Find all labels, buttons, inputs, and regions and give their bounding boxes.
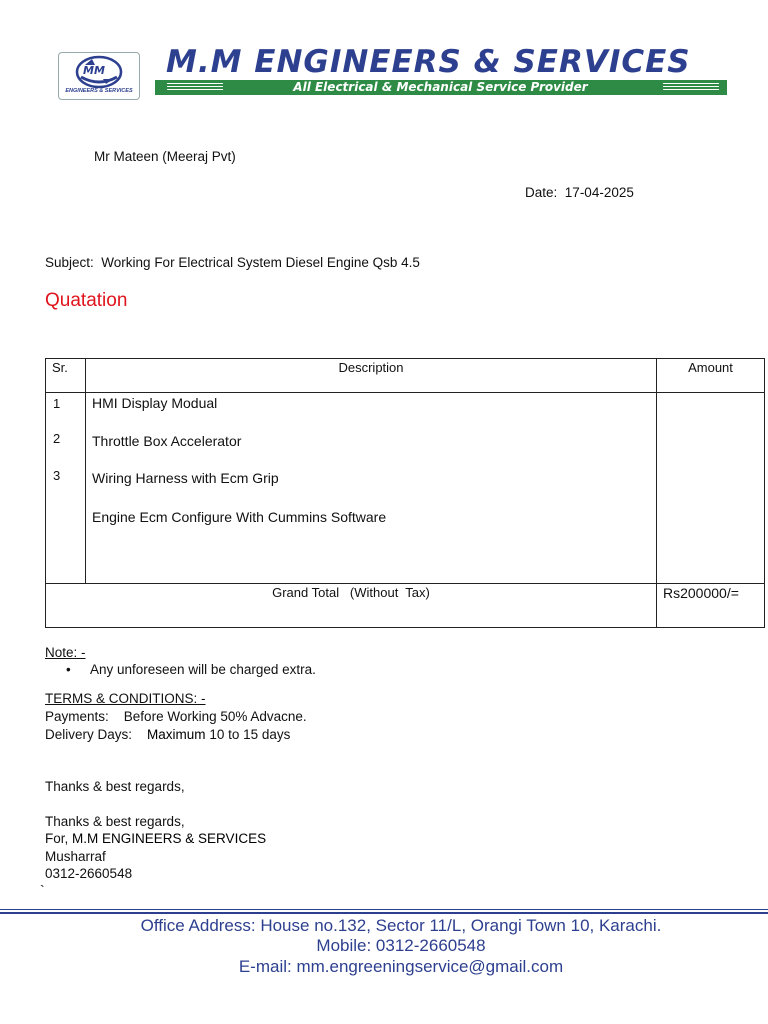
- note-item: Any unforeseen will be charged extra.: [90, 662, 316, 677]
- grand-total-value: Rs200000/=: [663, 585, 739, 601]
- company-logo: [58, 52, 140, 100]
- table-header-rule: [46, 392, 764, 393]
- recipient-name: Mr Mateen (Meeraj Pvt): [94, 149, 236, 164]
- subject-label: Subject:: [45, 255, 94, 270]
- footer-email: E-mail: mm.engreeningservice@gmail.com: [238, 957, 564, 976]
- tagline-text: All Electrical & Mechanical Service Provider: [293, 80, 588, 94]
- logo-monogram: MM: [83, 64, 105, 77]
- payments-line: [45, 709, 307, 724]
- line-item-description: Engine Ecm Configure With Cummins Software: [92, 509, 387, 525]
- delivery-emphasis: Maximum: [147, 727, 206, 742]
- subject-value: Working For Electrical System Diesel Engine Qsb 4.5: [101, 255, 420, 270]
- table-total-rule: [46, 583, 764, 584]
- bullet-icon: •: [66, 662, 71, 677]
- row-serial: 3: [53, 468, 61, 483]
- date-value: 17-04-2025: [564, 185, 634, 200]
- delivery-value: 10 to 15 days: [209, 727, 291, 742]
- delivery-label: Delivery Days:: [45, 727, 133, 742]
- line-item-description: Throttle Box Accelerator: [92, 433, 242, 449]
- row-serial: 2: [53, 431, 61, 446]
- logo-caption: ENGINEERS & SERVICES: [65, 88, 133, 94]
- banner-stripes-left: [167, 83, 223, 92]
- row-serial: 1: [53, 396, 61, 411]
- terms-label: TERMS & CONDITIONS: -: [45, 691, 206, 706]
- for-label: For,: [45, 831, 69, 846]
- company-name: M.M ENGINEERS & SERVICES: [166, 44, 691, 80]
- line-item-description: Wiring Harness with Ecm Grip: [92, 470, 279, 486]
- footer-mobile: Mobile: 0312-2660548: [316, 936, 486, 955]
- date-line: [525, 185, 634, 200]
- tagline-banner: [155, 80, 727, 95]
- delivery-line: [45, 727, 290, 742]
- closing-thanks: Thanks & best regards,: [45, 779, 185, 794]
- banner-stripes-right: [663, 83, 719, 92]
- footer-address: Office Address: House no.132, Sector 11/L, Orangi Town 10, Karachi.: [140, 916, 662, 935]
- quotation-title: Quatation: [45, 290, 128, 311]
- stray-mark: `: [40, 882, 45, 898]
- payments-value: Before Working 50% Advacne.: [123, 709, 307, 724]
- footer-divider: [0, 912, 768, 914]
- header-description: Description: [338, 360, 404, 375]
- note-label: Note: -: [45, 645, 86, 660]
- header-sr: Sr.: [52, 360, 68, 375]
- signer-name: Musharraf: [45, 849, 106, 864]
- signer-phone: 0312-2660548: [45, 866, 133, 881]
- signature-company: M.M ENGINEERS & SERVICES: [72, 831, 267, 846]
- subject-line: [45, 255, 420, 270]
- signature-company-line: [45, 831, 266, 846]
- line-item-description: HMI Display Modual: [92, 395, 218, 411]
- quotation-table: [45, 358, 765, 628]
- grand-total-label: Grand Total (Without Tax): [272, 585, 430, 600]
- footer-divider: [0, 909, 768, 910]
- date-label: Date:: [525, 185, 558, 200]
- payments-label: Payments:: [45, 709, 109, 724]
- table-divider-amount: [656, 359, 657, 627]
- header-amount: Amount: [688, 360, 733, 375]
- closing-thanks: Thanks & best regards,: [45, 814, 185, 829]
